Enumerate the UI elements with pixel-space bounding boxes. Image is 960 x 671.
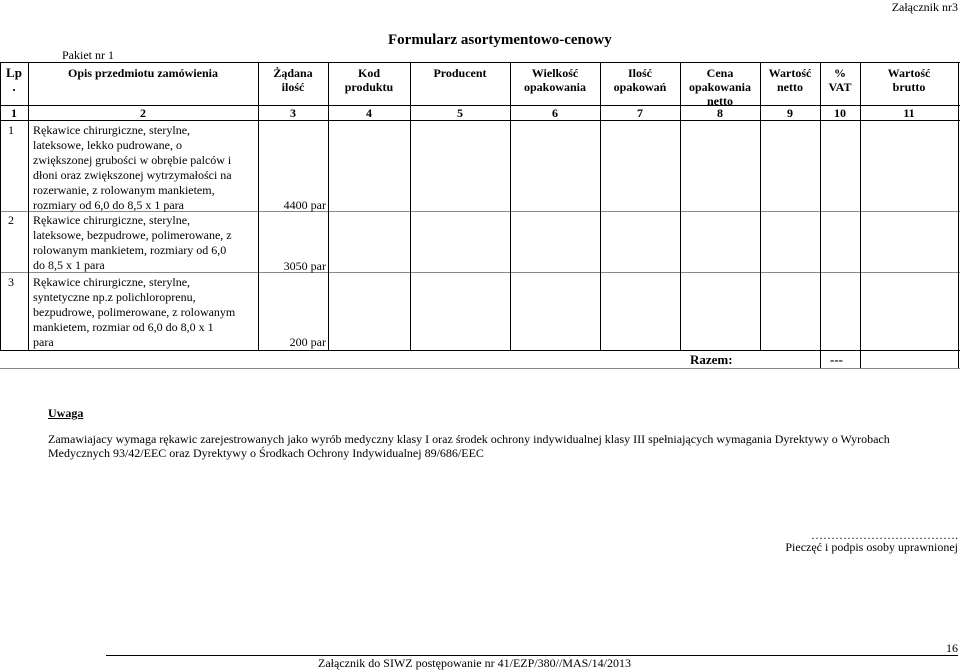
- column-number: 10: [834, 106, 846, 120]
- description-line: lateksowe, lekko pudrowane, o: [33, 138, 182, 152]
- header-wielkosc-opakowania: Wielkość opakowania: [523, 66, 587, 94]
- description-line: rozmiary od 6,0 do 8,5 x 1 para: [33, 198, 184, 212]
- description-line: dłoni oraz zwiększonej wytrzymałości na: [33, 168, 232, 182]
- header-kod-produktu: Kod produktu: [344, 66, 394, 94]
- row-lp: 3: [8, 275, 14, 289]
- column-number: 2: [140, 106, 146, 120]
- description-line: rozerwanie, z rolowanym mankietem,: [33, 183, 215, 197]
- column-number: 4: [366, 106, 372, 120]
- header-vat: % VAT: [828, 66, 852, 94]
- header-opis: Opis przedmiotu zamówienia: [68, 66, 218, 80]
- row-description: [33, 123, 257, 213]
- row-description: [33, 213, 257, 273]
- column-number: 6: [552, 106, 558, 120]
- total-value: ---: [830, 352, 843, 367]
- package-label: Pakiet nr 1: [62, 48, 114, 62]
- row-lp: 2: [8, 213, 14, 227]
- description-line: lateksowe, bezpudrowe, polimerowane, z: [33, 228, 232, 242]
- total-label: Razem:: [690, 352, 733, 367]
- description-line: bezpudrowe, polimerowane, z rolowanym: [33, 305, 236, 319]
- column-number: 1: [11, 106, 17, 120]
- header-cena-opakowania: Cena opakowania netto: [688, 66, 752, 108]
- row-quantity: 200 par: [289, 335, 326, 349]
- row-quantity: 3050 par: [283, 259, 326, 273]
- header-lp: Lp .: [6, 65, 22, 94]
- description-line: Rękawice chirurgiczne, sterylne,: [33, 275, 191, 289]
- note-title: Uwaga: [48, 406, 84, 420]
- row-description: [33, 275, 257, 350]
- description-line: Rękawice chirurgiczne, sterylne,: [33, 213, 191, 227]
- description-line: rolowanym mankietem, rozmiary od 6,0: [33, 243, 227, 257]
- form-title: Formularz asortymentowo-cenowy: [388, 32, 612, 48]
- note-text: Zamawiajacy wymaga rękawic zarejestrowanych jako wyrób medyczny klasy I oraz środek ochrony indywidualnej klasy III spełniających wymagania Dyrektywy o Wyrobach Medycznych 93/42/EEC oraz Dyrektywy o Środkach Ochrony Indywidualnej 89/686/EEC: [48, 432, 890, 460]
- signature-dots: ……………………………….: [811, 528, 958, 542]
- row-lp: 1: [8, 123, 14, 137]
- column-number: 7: [637, 106, 643, 120]
- header-wartosc-brutto: Wartość brutto: [887, 66, 931, 94]
- column-number: 9: [787, 106, 793, 120]
- description-line: do 8,5 x 1 para: [33, 258, 105, 272]
- footer-text: Załącznik do SIWZ postępowanie nr 41/EZP/380//MAS/14/2013: [318, 656, 631, 670]
- description-line: para: [33, 335, 54, 349]
- column-number: 8: [717, 106, 723, 120]
- attachment-label: Załącznik nr3: [891, 0, 958, 14]
- column-number: 3: [290, 106, 296, 120]
- header-producent: Producent: [433, 66, 487, 80]
- header-zadana-ilosc: Żądana ilość: [273, 66, 313, 94]
- header-wartosc-netto: Wartość netto: [768, 66, 812, 94]
- signature-label: Pieczęć i podpis osoby uprawnionej: [785, 540, 958, 554]
- description-line: zwiększonej grubości w obrębie palców i: [33, 153, 232, 167]
- column-number: 11: [903, 106, 915, 120]
- description-line: mankietem, rozmiar od 6,0 do 8,0 x 1: [33, 320, 214, 334]
- description-line: syntetyczne np.z polichloroprenu,: [33, 290, 196, 304]
- page-number: 16: [946, 641, 958, 655]
- header-ilosc-opakowan: Ilość opakowań: [613, 66, 667, 94]
- row-quantity: 4400 par: [283, 198, 326, 212]
- description-line: Rękawice chirurgiczne, sterylne,: [33, 123, 191, 137]
- column-number: 5: [457, 106, 463, 120]
